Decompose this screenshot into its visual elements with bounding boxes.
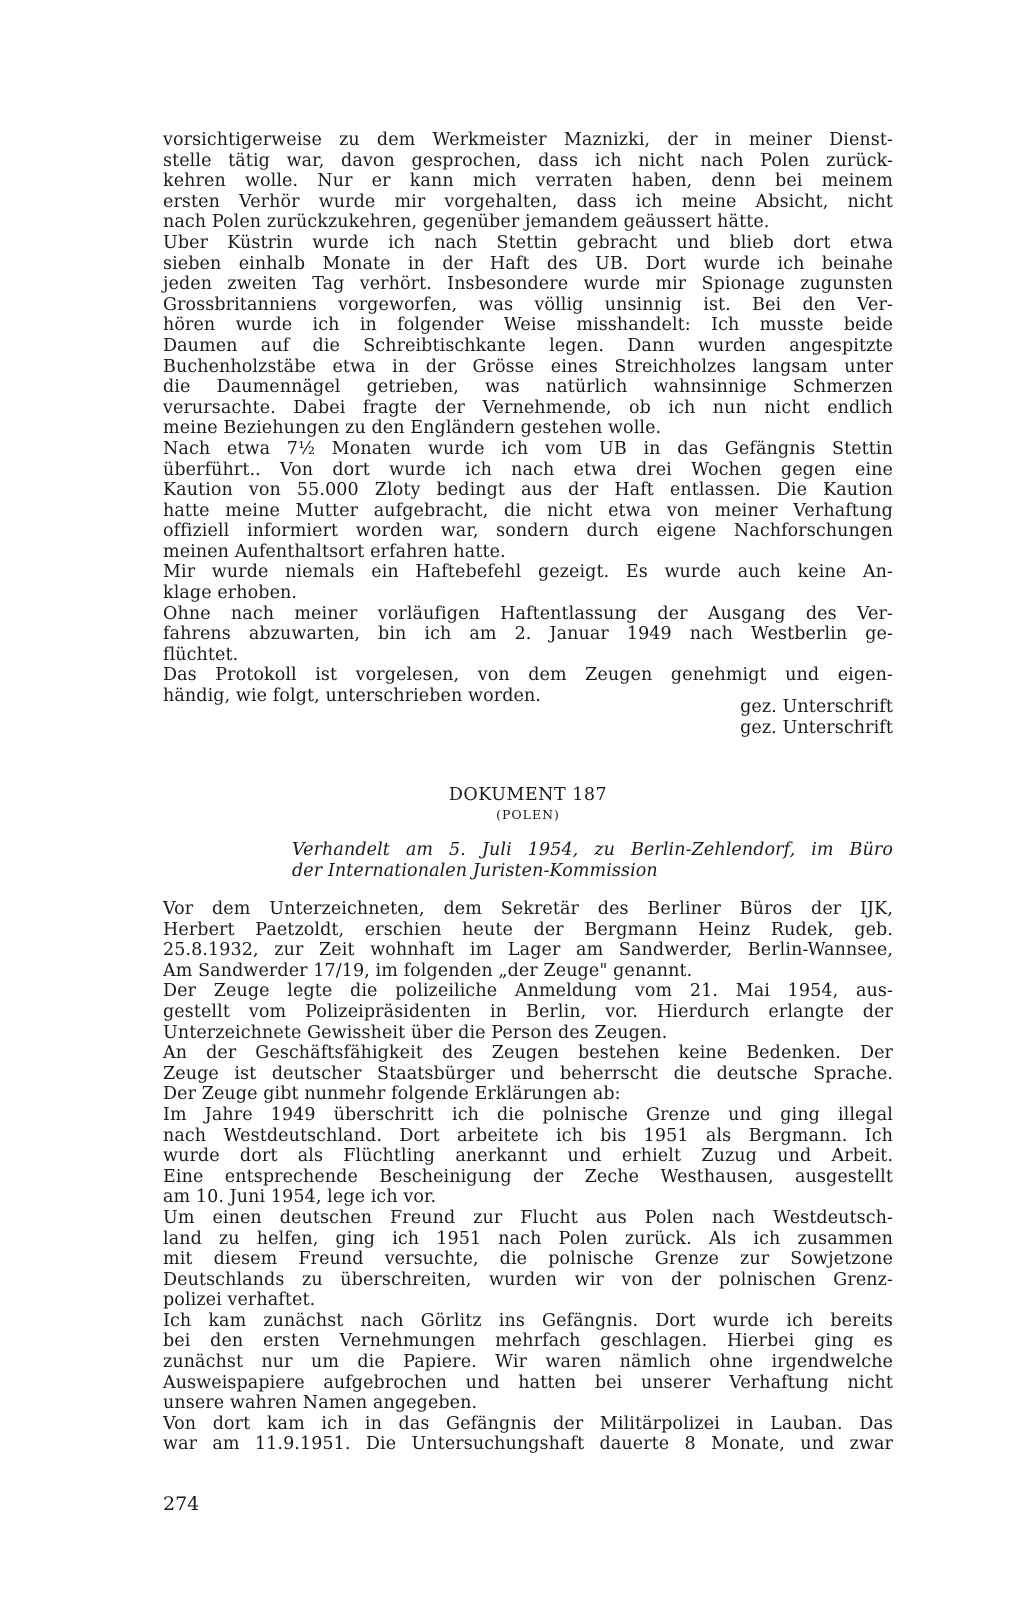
text-line: ersten Verhör wurde mir vorgehalten, dass ich meine Absicht, nicht [163,191,893,212]
text-line: Vor dem Unterzeichneten, dem Sekretär des Berliner Büros der IJK, [163,899,893,919]
text-line: sieben einhalb Monate in der Haft des UB. Dort wurde ich beinahe [163,253,893,274]
text-line: Ohne nach meiner vorläufigen Haftentlassung der Ausgang des Ver- [163,603,893,624]
text-line: Der Zeuge gibt nunmehr folgende Erklärungen ab: [163,1084,621,1105]
text-line: Eine entsprechende Bescheinigung der Zeche Westhausen, ausgestellt [163,1166,893,1187]
text-line: hatte meine Mutter aufgebracht, die nicht etwa von meiner Verhaftung [163,500,893,521]
text-line: Unterzeichnete Gewissheit über die Person des Zeugen. [163,1022,668,1043]
text-line: Nach etwa 7½ Monaten wurde ich vom UB in das Gefängnis Stettin [163,438,893,459]
document-heading [163,784,893,824]
text-line: zunächst nur um die Papiere. Wir waren nämlich ohne irgendwelche [163,1352,893,1373]
text-line: offiziell informiert worden war, sondern durch eigene Nachforschungen [163,521,893,542]
text-line: gestellt vom Polizeipräsidenten in Berlin, vor. Hierdurch erlangte der [163,1001,893,1022]
text-line: Deutschlands zu überschreiten, wurden wir von der polnischen Grenz- [163,1269,893,1290]
text-line: stelle tätig war, davon gesprochen, dass ich nicht nach Polen zurück- [163,150,893,171]
page-number: 274 [163,1493,200,1515]
text-line: die Daumennägel getrieben, was natürlich wahnsinnige Schmerzen [163,377,893,398]
document-title: DOKUMENT 187 [448,785,608,805]
text-line: Das Protokoll ist vorgelesen, von dem Zeugen genehmigt und eigen- [163,665,893,686]
text-line: Am Sandwerder 17/19, im folgenden „der Zeuge" genannt. [163,960,693,981]
text-line: Grossbritanniens vorgeworfen, was völlig unsinnig ist. Bei den Ver- [163,294,893,315]
text-line: überführt.. Von dort wurde ich nach etwa drei Wochen gegen eine [163,459,893,480]
text-line: Der Zeuge legte die polizeiliche Anmeldung vom 21. Mai 1954, aus- [163,981,893,1002]
intro-line: Verhandelt am 5. Juli 1954, zu Berlin-Zehlendorf, im Büro [292,840,893,860]
text-line: vorsichtigerweise zu dem Werkmeister Maznizki, der in meiner Dienst- [163,130,893,150]
document-country: (POLEN) [496,807,560,822]
text-line: wurde dort als Flüchtling anerkannt und erhielt Zuzug und Arbeit. [163,1146,893,1167]
text-line: verursachte. Dabei fragte der Vernehmende, ob ich nun nicht endlich [163,397,893,418]
text-line: meinen Aufenthaltsort erfahren hatte. [163,541,506,562]
text-line: am 10. Juni 1954, lege ich vor. [163,1187,437,1208]
text-line: Herbert Paetzoldt, erschien heute der Bergmann Heinz Rudek, geb. [163,919,893,940]
text-line: kehren wolle. Nur er kann mich verraten haben, denn bei meinem [163,171,893,192]
text-line: 25.8.1932, zur Zeit wohnhaft im Lager am Sandwerder, Berlin-Wannsee, [163,940,893,961]
text-line: polizei verhaftet. [163,1290,316,1311]
text-line: jeden zweiten Tag verhört. Insbesondere wurde mir Spionage zugunsten [163,274,893,295]
text-line: Buchenholzstäbe etwa in der Grösse eines Streichholzes langsam unter [163,356,893,377]
text-line: An der Geschäftsfähigkeit des Zeugen bestehen keine Bedenken. Der [163,1043,893,1064]
document-body [163,899,893,1455]
signature-line: gez. Unterschrift [740,717,893,738]
text-line: Im Jahre 1949 überschritt ich die polnische Grenze und ging illegal [163,1104,893,1125]
intro-line: der Internationalen Juristen-Kommission [292,860,658,881]
text-line: bei den ersten Vernehmungen mehrfach geschlagen. Hierbei ging es [163,1331,893,1352]
text-line: land zu helfen, ging ich 1951 nach Polen zurück. Als ich zusammen [163,1228,893,1249]
text-line: unsere wahren Namen angegeben. [163,1393,478,1414]
text-line: Von dort kam ich in das Gefängnis der Militärpolizei in Lauban. Das [163,1413,893,1434]
protocol-continuation [163,130,893,707]
text-line: Kaution von 55.000 Zloty bedingt aus der Haft entlassen. Die Kaution [163,480,893,501]
text-line: Mir wurde niemals ein Haftebefehl gezeigt. Es wurde auch keine An- [163,562,893,583]
text-line: mit diesem Freund versuchte, die polnische Grenze zur Sowjetzone [163,1249,893,1270]
signature-line: gez. Unterschrift [740,697,893,717]
text-line: Daumen auf die Schreibtischkante legen. Dann wurden angespitzte [163,335,893,356]
document-intro [292,840,893,881]
text-line: hören wurde ich in folgender Weise misshandelt: Ich musste beide [163,315,893,336]
text-line: händig, wie folgt, unterschrieben worden. [163,686,541,707]
text-line: nach Polen zurückzukehren, gegenüber jemandem geäussert hätte. [163,212,770,233]
text-line: war am 11.9.1951. Die Untersuchungshaft dauerte 8 Monate, und zwar [163,1434,893,1455]
text-line: Um einen deutschen Freund zur Flucht aus Polen nach Westdeutsch- [163,1207,893,1228]
text-line: klage erhoben. [163,583,298,604]
signature-block [163,697,893,738]
text-line: Uber Küstrin wurde ich nach Stettin gebracht und blieb dort etwa [163,232,893,253]
text-line: Zeuge ist deutscher Staatsbürger und beherrscht die deutsche Sprache. [163,1063,893,1084]
text-line: meine Beziehungen zu den Engländern gestehen wolle. [163,418,662,439]
text-line: Ich kam zunächst nach Görlitz ins Gefängnis. Dort wurde ich bereits [163,1310,893,1331]
text-line: fahrens abzuwarten, bin ich am 2. Januar 1949 nach Westberlin ge- [163,624,893,645]
text-line: flüchtet. [163,644,239,665]
text-line: nach Westdeutschland. Dort arbeitete ich bis 1951 als Bergmann. Ich [163,1125,893,1146]
text-line: Ausweispapiere aufgebrochen und hatten bei unserer Verhaftung nicht [163,1372,893,1393]
